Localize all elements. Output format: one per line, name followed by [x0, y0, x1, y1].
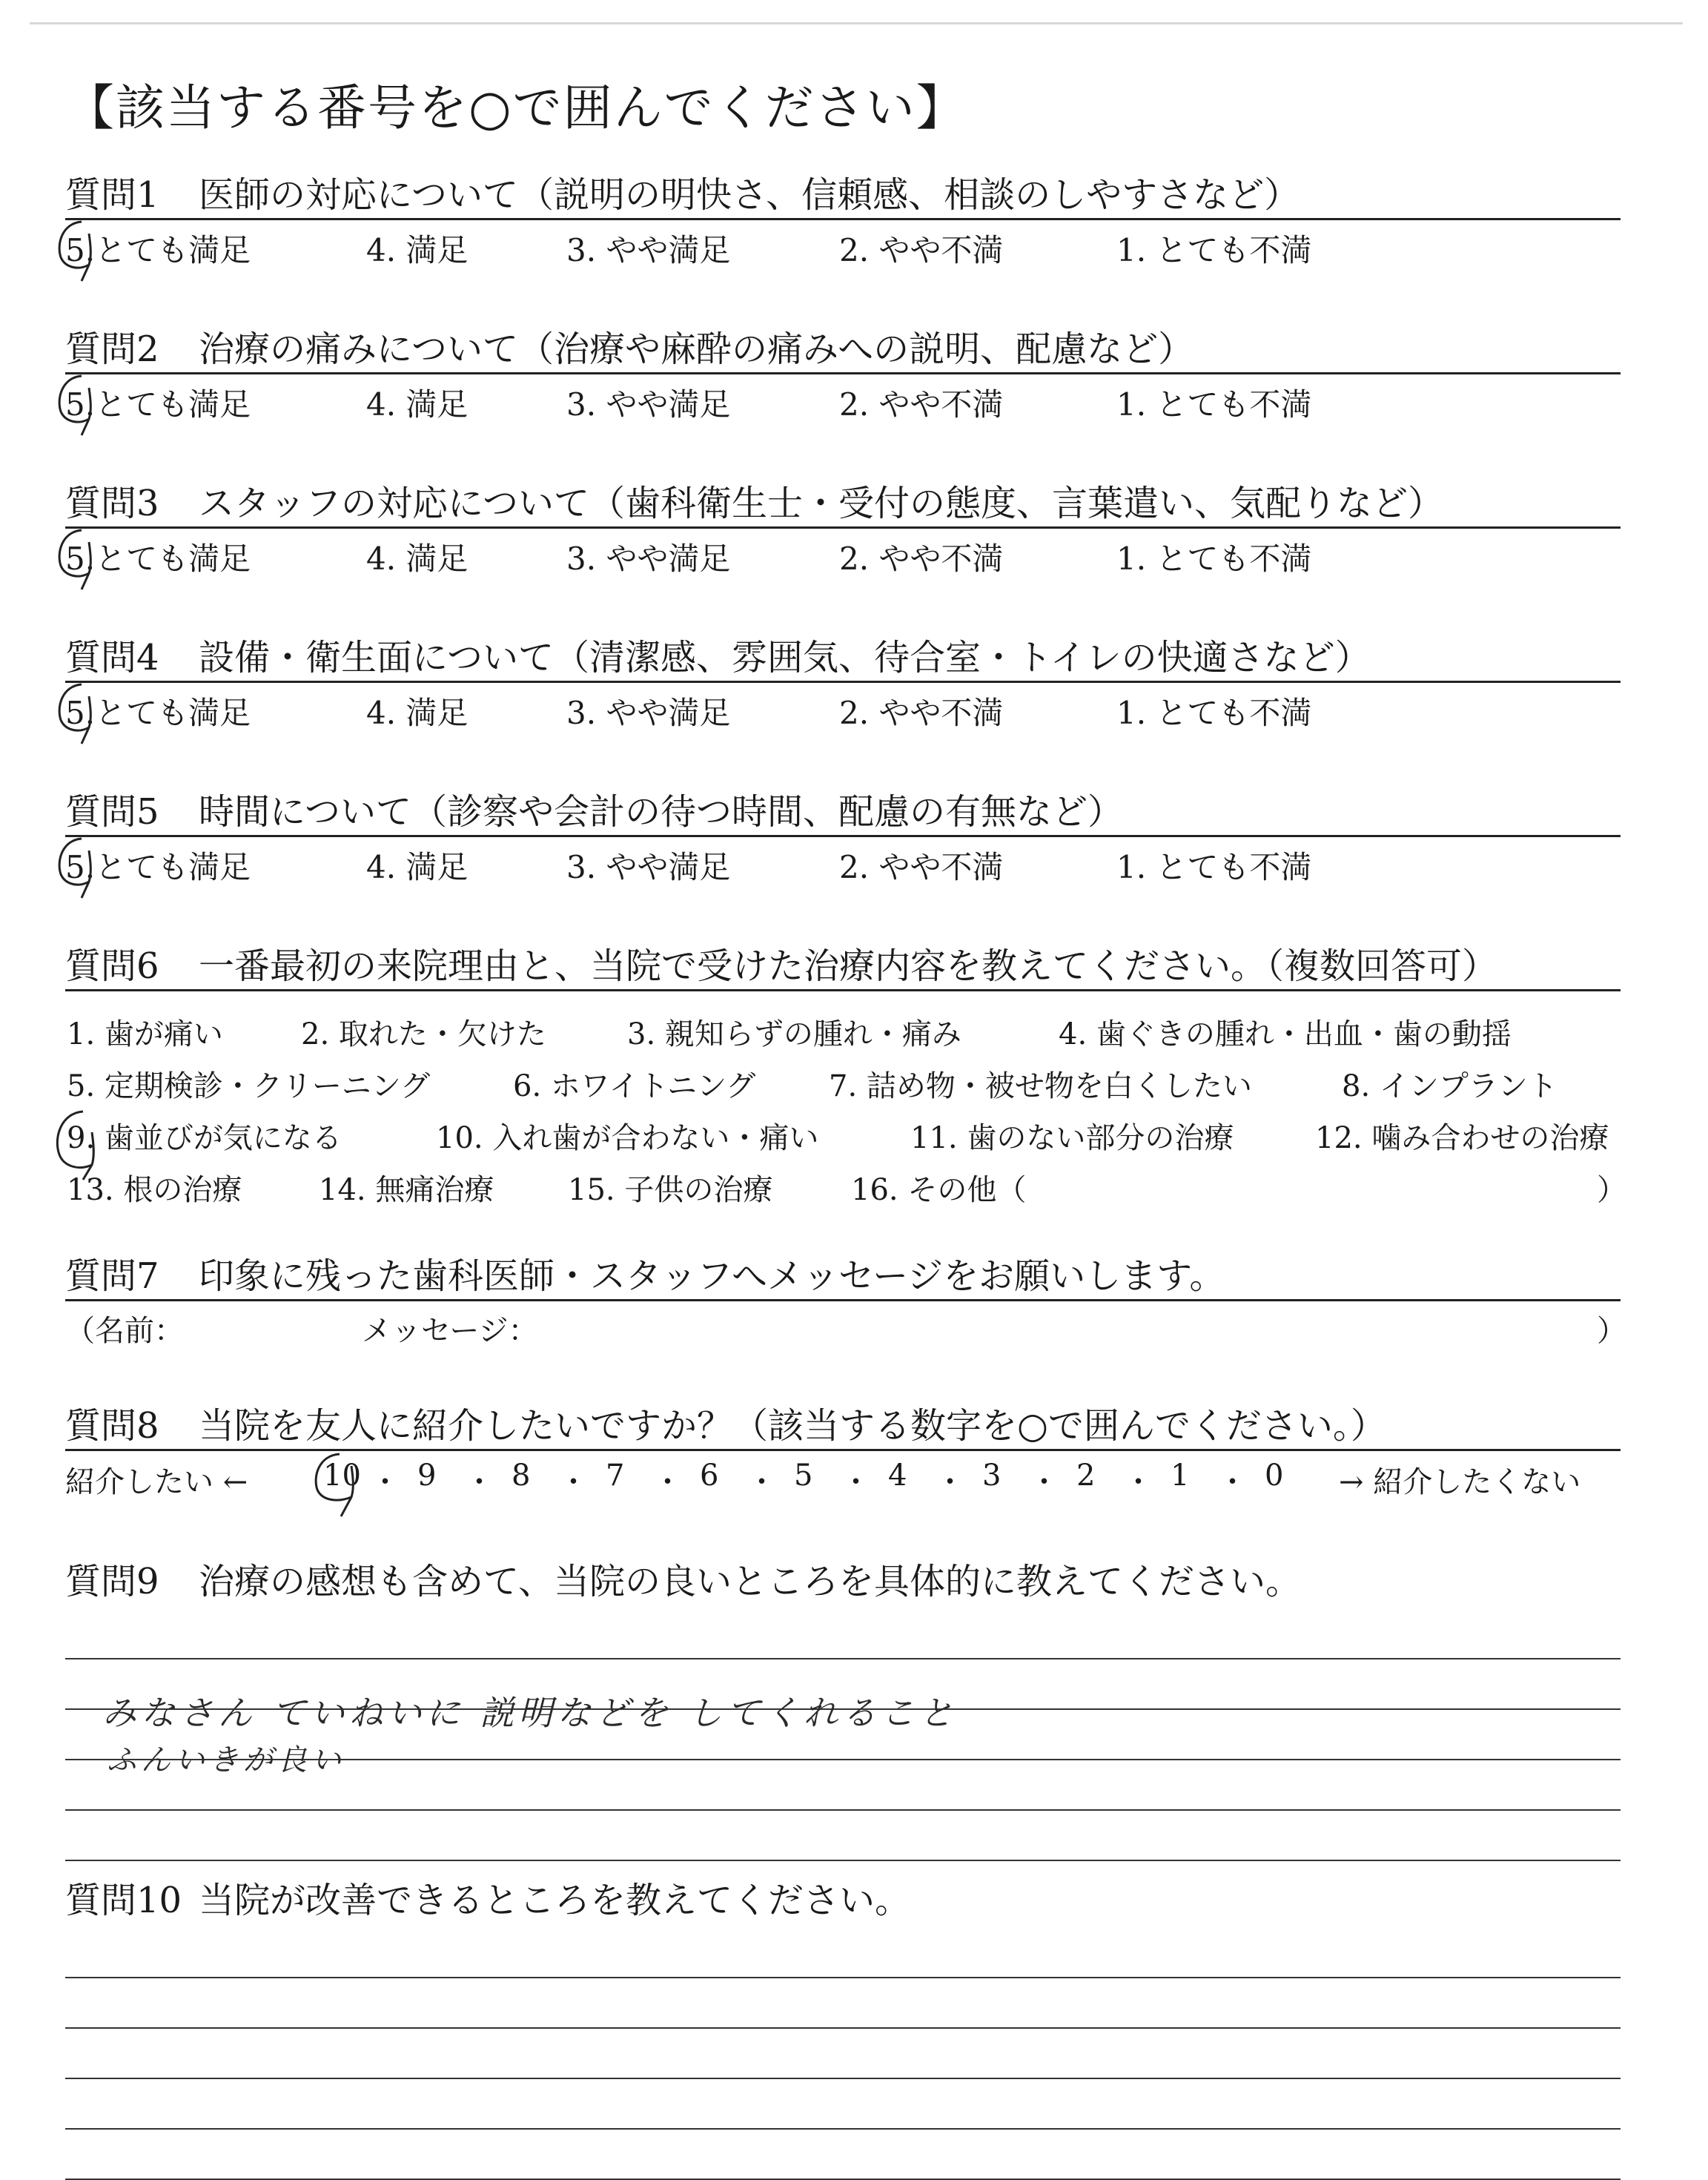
scale-value-6[interactable]: 6 — [700, 1459, 719, 1493]
reason-option-9[interactable]: 9. 歯並びが気になる — [67, 1121, 342, 1155]
rating-option-4[interactable]: 4. 満足 — [366, 541, 469, 577]
scale-value-5[interactable]: 5 — [794, 1459, 813, 1493]
question-4 — [65, 635, 1622, 729]
question-8 — [65, 1403, 1622, 1503]
question-text: 設備・衛生面について（清潔感、雰囲気、待合室・トイレの快適さなど） — [199, 637, 1371, 678]
question-text: 時間について（診察や会計の待つ時間、配慮の有無など） — [199, 791, 1124, 833]
answer-line — [65, 1928, 1621, 1978]
message-close-paren: ） — [1597, 1314, 1626, 1348]
rating-option-2[interactable]: 2. やや不満 — [839, 232, 1004, 268]
recommend-scale — [65, 1451, 1622, 1503]
rating-options — [65, 220, 1622, 266]
answer-line — [65, 2130, 1621, 2180]
question-5 — [65, 789, 1622, 883]
reason-option-4[interactable]: 4. 歯ぐきの腫れ・出血・歯の動揺 — [1059, 1017, 1512, 1051]
reason-option-14[interactable]: 14. 無痛治療 — [319, 1173, 494, 1207]
rating-options — [65, 374, 1622, 423]
question-text: 一番最初の来院理由と、当院で受けた治療内容を教えてください。（複数回答可） — [199, 945, 1498, 987]
rating-option-2[interactable]: 2. やや不満 — [839, 541, 1004, 577]
question-text: 当院が改善できるところを教えてください。 — [199, 1880, 911, 1921]
question-9 — [65, 1559, 1622, 1861]
rating-option-2[interactable]: 2. やや不満 — [839, 386, 1004, 423]
question-number: 質問9 — [65, 1561, 159, 1602]
reason-option-11[interactable]: 11. 歯のない部分の治療 — [910, 1121, 1234, 1155]
question-number: 質問1 — [65, 174, 159, 216]
question-3 — [65, 480, 1622, 575]
reason-option-12[interactable]: 12. 噛み合わせの治療 — [1315, 1121, 1609, 1155]
rating-option-5[interactable]: 5.とても満足 — [65, 541, 251, 577]
scale-value-3[interactable]: 3 — [982, 1459, 1002, 1493]
question-text: 当院を友人に紹介したいですか？（該当する数字を○で囲んでください。） — [199, 1405, 1386, 1447]
reason-option-3[interactable]: 3. 親知らずの腫れ・痛み — [627, 1017, 961, 1051]
rating-option-5[interactable]: 5.とても満足 — [65, 849, 251, 885]
question-text: 印象に残った歯科医師・スタッフへメッセージをお願いします。 — [199, 1255, 1225, 1297]
reason-option-6[interactable]: 6. ホワイトニング — [513, 1069, 756, 1103]
rating-options — [65, 837, 1622, 883]
reason-option-1[interactable]: 1. 歯が痛い — [67, 1017, 223, 1051]
scale-value-8[interactable]: 8 — [512, 1459, 531, 1493]
rating-option-3[interactable]: 3. やや満足 — [566, 695, 731, 731]
question-number: 質問2 — [65, 328, 159, 370]
scale-value-9[interactable]: 9 — [417, 1459, 437, 1493]
scale-separator: ・ — [747, 1465, 777, 1499]
rating-option-4[interactable]: 4. 満足 — [366, 232, 469, 268]
rating-option-3[interactable]: 3. やや満足 — [566, 232, 731, 268]
rating-option-1[interactable]: 1. とても不満 — [1116, 849, 1312, 885]
question-text: 治療の痛みについて（治療や麻酔の痛みへの説明、配慮など） — [199, 328, 1194, 370]
question-1 — [65, 172, 1622, 266]
handwritten-answer-line-1: みなさん ていねいに 説明などを してくれること — [102, 1693, 958, 1733]
scale-value-1[interactable]: 1 — [1171, 1459, 1190, 1493]
answer-line — [65, 1609, 1621, 1659]
scale-value-4[interactable]: 4 — [888, 1459, 907, 1493]
question-6 — [65, 943, 1626, 1207]
scale-value-7[interactable]: 7 — [606, 1459, 625, 1493]
reason-option-5[interactable]: 5. 定期検診・クリーニング — [67, 1069, 431, 1103]
scale-separator: ・ — [1217, 1465, 1248, 1499]
question-number: 質問7 — [65, 1255, 159, 1297]
rating-option-2[interactable]: 2. やや不満 — [839, 849, 1004, 885]
rating-option-3[interactable]: 3. やや満足 — [566, 386, 731, 423]
question-number: 質問8 — [65, 1405, 159, 1447]
reason-option-10[interactable]: 10. 入れ歯が合わない・痛い — [436, 1121, 819, 1155]
question-number: 質問5 — [65, 791, 159, 833]
scale-value-0[interactable]: 0 — [1265, 1459, 1284, 1493]
reason-option-16[interactable]: 16. その他（ — [851, 1173, 1027, 1207]
scale-separator: ・ — [1123, 1465, 1153, 1499]
rating-option-1[interactable]: 1. とても不満 — [1116, 695, 1312, 731]
scale-right-label: → 紹介したくない — [1339, 1465, 1581, 1499]
reason-options — [65, 991, 1626, 1207]
question-number: 質問3 — [65, 483, 159, 524]
answer-lines — [65, 1928, 1622, 2180]
scale-value-2[interactable]: 2 — [1076, 1459, 1096, 1493]
handwritten-answer-line-2: ふんいきが良い — [107, 1743, 345, 1777]
rating-option-5[interactable]: 5.とても満足 — [65, 386, 251, 423]
rating-option-3[interactable]: 3. やや満足 — [566, 541, 731, 577]
rating-option-4[interactable]: 4. 満足 — [366, 849, 469, 885]
scale-separator: ・ — [558, 1465, 589, 1499]
question-text: 治療の感想も含めて、当院の良いところを具体的に教えてください。 — [199, 1561, 1302, 1602]
scale-separator: ・ — [464, 1465, 494, 1499]
answer-line — [65, 2079, 1621, 2130]
answer-line — [65, 1978, 1621, 2029]
reason-option-7[interactable]: 7. 詰め物・被せ物を白くしたい — [829, 1069, 1252, 1103]
reason-option-2[interactable]: 2. 取れた・欠けた — [301, 1017, 546, 1051]
rating-option-1[interactable]: 1. とても不満 — [1116, 232, 1312, 268]
rating-options — [65, 529, 1622, 575]
scan-edge-line — [30, 22, 1683, 24]
rating-option-5[interactable]: 5.とても満足 — [65, 695, 251, 731]
answer-line — [65, 1811, 1621, 1861]
question-7 — [65, 1253, 1626, 1348]
scale-separator: ・ — [935, 1465, 965, 1499]
rating-option-2[interactable]: 2. やや不満 — [839, 695, 1004, 731]
answer-line — [65, 2029, 1621, 2079]
rating-option-4[interactable]: 4. 満足 — [366, 695, 469, 731]
scale-separator: ・ — [1029, 1465, 1059, 1499]
scale-separator: ・ — [370, 1465, 400, 1499]
question-text: スタッフの対応について（歯科衛生士・受付の態度、言葉遣い、気配りなど） — [199, 483, 1444, 524]
rating-option-1[interactable]: 1. とても不満 — [1116, 541, 1312, 577]
rating-option-1[interactable]: 1. とても不満 — [1116, 386, 1312, 423]
reason-option-13[interactable]: 13. 根の治療 — [67, 1173, 242, 1207]
question-text: 医師の対応について（説明の明快さ、信頼感、相談のしやすさなど） — [199, 174, 1300, 216]
rating-option-4[interactable]: 4. 満足 — [366, 386, 469, 423]
question-2 — [65, 326, 1622, 423]
name-label: （名前： — [65, 1314, 184, 1348]
question-number: 質問10 — [65, 1880, 182, 1921]
rating-option-5[interactable]: 5.とても満足 — [65, 232, 251, 268]
other-close-paren: ） — [1597, 1173, 1626, 1207]
rating-option-3[interactable]: 3. やや満足 — [566, 849, 731, 885]
answer-lines — [65, 1609, 1622, 1861]
form-title: 【該当する番号を○で囲んでください】 — [65, 79, 967, 136]
question-number: 質問4 — [65, 637, 159, 678]
scale-value-10[interactable]: 10 — [323, 1459, 361, 1493]
rating-options — [65, 683, 1622, 729]
reason-option-8[interactable]: 8. インプラント — [1342, 1069, 1558, 1103]
question-number: 質問6 — [65, 945, 159, 987]
question-10 — [65, 1877, 1622, 2180]
scale-left-label: 紹介したい ← — [65, 1465, 248, 1499]
reason-option-15[interactable]: 15. 子供の治療 — [568, 1173, 773, 1207]
scale-separator: ・ — [841, 1465, 871, 1499]
scale-separator: ・ — [652, 1465, 683, 1499]
message-label: メッセージ： — [362, 1314, 538, 1348]
